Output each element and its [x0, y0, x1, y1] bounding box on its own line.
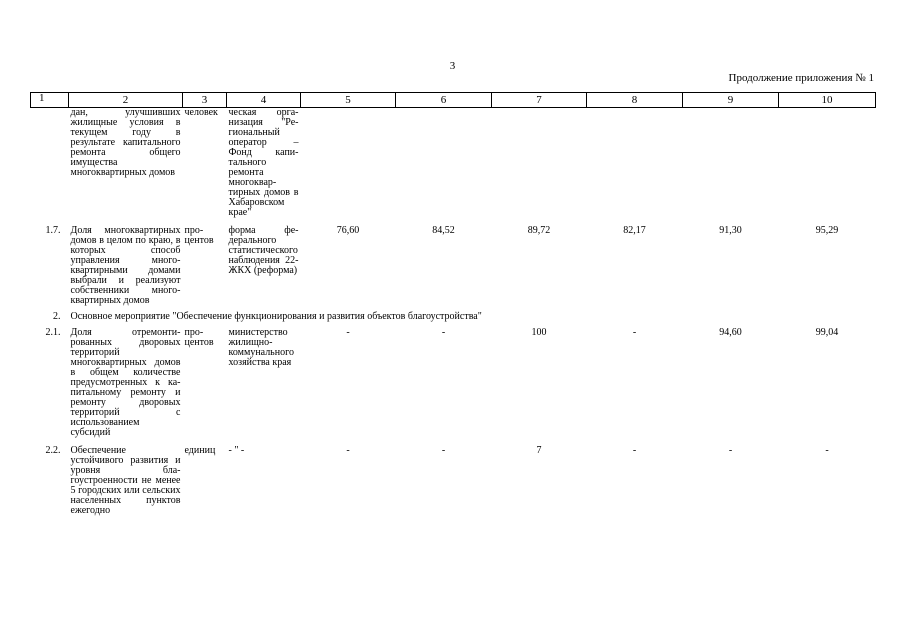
col-header-10: 10	[779, 93, 876, 108]
col-header-1: 1	[31, 93, 69, 108]
value-col-7: 7	[536, 445, 542, 456]
table-row	[31, 328, 876, 438]
value-col-5: -	[346, 328, 350, 338]
table-row	[31, 438, 876, 516]
indicator-name: дан, улучшивших жилищные условия в текущем году в результате капитального ремонта общего имущества многоквартирных домов	[70, 107, 181, 178]
col-header-8: 8	[587, 93, 683, 108]
col-header-2: 2	[69, 93, 183, 108]
value-col-6	[396, 108, 492, 219]
unit: человек	[184, 107, 218, 118]
value-col-5: 76,60	[336, 225, 360, 236]
unit: единиц	[184, 445, 216, 456]
value-col-10: 95,29	[815, 225, 839, 236]
data-source: ческая организация "Региональный оператор – Фонд капитального ремонта многоквартирных домов в Хабаровском крае"	[228, 107, 299, 218]
data-source: форма федерального статистического наблюдения 22-ЖКХ (реформа)	[228, 225, 299, 276]
section-number: 2.	[53, 311, 61, 322]
row-number: 1.7.	[45, 225, 61, 236]
data-source: министерство жилищно-коммунального хозяйства края	[228, 328, 294, 368]
value-col-10	[779, 108, 876, 219]
data-table-wrapper	[30, 92, 875, 516]
value-col-9: 91,30	[719, 225, 742, 236]
indicators-table	[30, 92, 876, 516]
col-header-9: 9	[683, 93, 779, 108]
value-col-6: -	[441, 328, 446, 338]
value-col-5	[301, 108, 396, 219]
value-col-9: -	[728, 445, 733, 456]
value-col-10: -	[825, 445, 829, 456]
row-number	[31, 108, 69, 219]
header-row	[31, 93, 876, 108]
value-col-9	[683, 108, 779, 219]
indicator-name: Доля многоквартирных домов в целом по краю, в которых способ управления многоквартирными домами выбрали и реализуют собственники многоквартирных домов	[70, 225, 181, 306]
row-number: 2.2.	[45, 445, 61, 456]
value-col-8: -	[632, 445, 637, 456]
value-col-8	[587, 108, 683, 219]
value-col-7	[492, 108, 587, 219]
value-col-6: -	[441, 445, 446, 456]
value-col-9: 94,60	[719, 328, 742, 338]
section-row	[31, 306, 876, 328]
col-header-4: 4	[227, 93, 301, 108]
col-header-5: 5	[301, 93, 396, 108]
value-col-8: -	[632, 328, 637, 338]
value-col-10: 99,04	[815, 328, 839, 338]
value-col-8: 82,17	[623, 225, 646, 236]
indicator-name: Доля отремонтированных дворовых территорий многоквартирных домов в общем количестве предусмотренных к капитальному ремонту и ремонту дворовых территорий с использованием субсидий	[70, 328, 181, 438]
col-header-6: 6	[396, 93, 492, 108]
continuation-label: Продолжение приложения № 1	[728, 72, 874, 84]
table-row	[31, 108, 876, 219]
value-col-6: 84,52	[432, 225, 455, 236]
value-col-7: 89,72	[527, 225, 551, 236]
page-number: 3	[449, 60, 456, 72]
value-col-7: 100	[531, 328, 547, 338]
value-col-5: -	[346, 445, 350, 456]
indicator-name: Обеспечение устойчивого развития и уровня благоустроенности не менее 5 городских или сельских населенных пунктов ежегодно	[70, 445, 181, 516]
unit: процентов	[184, 328, 214, 348]
col-header-3: 3	[183, 93, 227, 108]
data-source: - " -	[228, 445, 245, 456]
col-header-7: 7	[492, 93, 587, 108]
section-title: Основное мероприятие "Обеспечение функционирования и развития объектов благоустройства"	[70, 311, 482, 322]
unit: процентов	[184, 225, 214, 246]
table-row	[31, 218, 876, 306]
row-number: 2.1.	[45, 328, 61, 338]
